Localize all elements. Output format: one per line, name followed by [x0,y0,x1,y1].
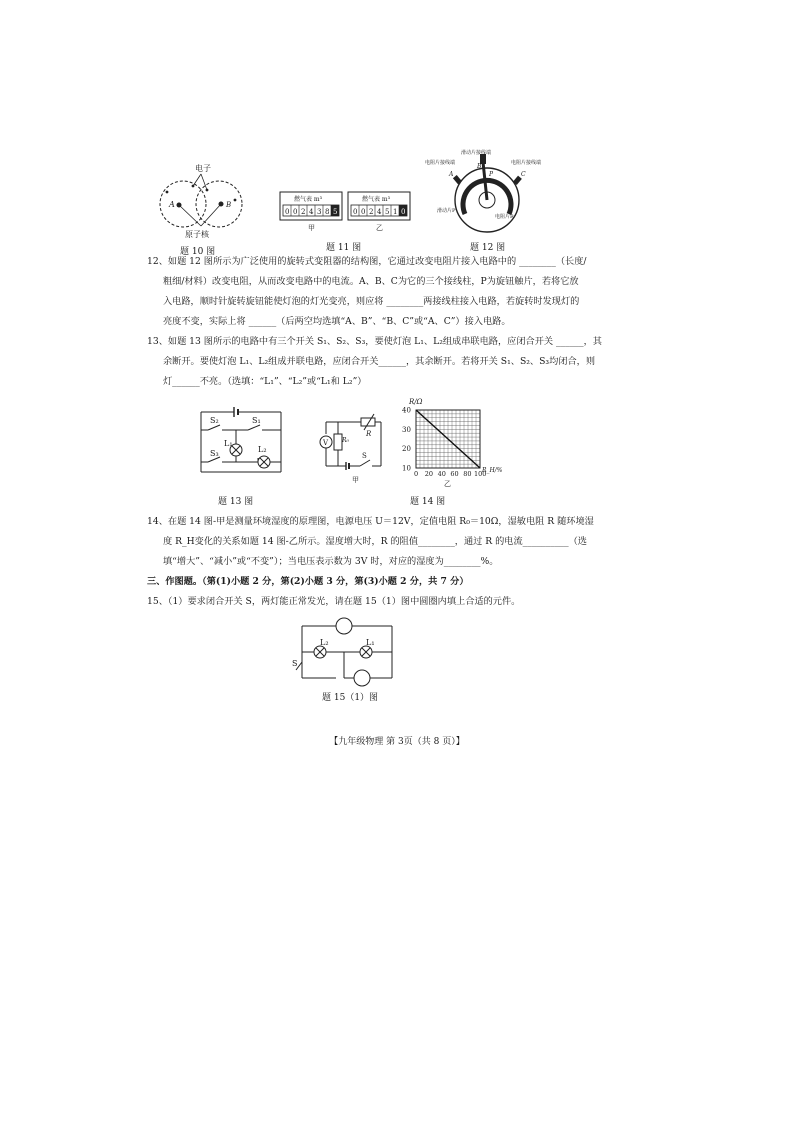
meter-jia-digits [283,205,339,216]
q14-line-3: 填“增大”、“减小”或“不变”）；当电压表示数为 3V 时，对应的湿度为________%。 [163,556,499,567]
switch-s2-blade [208,425,220,430]
label-slide-terminal: 滑动片接线端 [461,150,492,156]
figure-10-caption: 题 10 图 [180,247,216,257]
label-p: P [489,171,494,178]
label-s: S [362,452,367,460]
meter-jia-digit: 4 [309,208,314,216]
figure-15-1 [292,616,402,688]
label-s1: S₁ [252,416,261,425]
q14-line-2: 度 R_H变化的关系如题 14 图-乙所示。湿度增大时，R 的阻值________，通过 R 的电流__________（选 [163,536,587,547]
blank-circle-top [336,618,352,634]
label-jia: 甲 [308,224,315,232]
figure-10 [155,160,245,240]
blank-circle-bottom [354,670,370,686]
label-electron: 电子 [195,164,211,173]
q12-line-1: 12、如题 12 图所示为广泛使用的旋转式变阻器的结构图，它通过改变电阻片接入电路中的 ________（长度/ [147,256,587,267]
figure-14-caption: 题 14 图 [410,497,446,507]
label-yi: 乙 [444,480,451,488]
atom-diagram [155,160,245,240]
label-s: S [292,659,298,668]
meter-yi-digit: 4 [377,208,382,216]
q12-line-2: 粗细/材料）改变电阻，从而改变电路中的电流。A、B、C为它的三个接线柱，P为旋钮触片，若将它放 [163,276,579,287]
meter-jia-digit: 5 [333,208,338,216]
label-c: C [521,171,526,178]
q12-line-4: 亮度不变，实际上将 ______（后两空均选填“A、B”、“B、C”或“A、C”）接入电路。 [163,316,511,327]
meter-jia-digit: 3 [317,208,322,216]
x-tick-label: 20 [424,470,434,478]
q14-line-1: 14、在题 14 图-甲是测量环境湿度的原理图，电源电压 U＝12V，定值电阻 R₀＝10Ω，湿敏电阻 R 随环境湿 [147,516,594,527]
q12-line-3: 入电路，顺时针旋转旋钮能使灯泡的灯光变亮，则应将 ________两接线柱接入电路，若旋转时发现灯的 [163,296,580,307]
y-tick-label: 40 [402,406,411,415]
meter-jia-digit: 8 [325,208,330,216]
y-tick-label: 20 [402,445,411,454]
label-l2: L₂ [320,638,329,647]
meter-jia-title: 燃气表 m³ [294,196,323,203]
meter-jia-digit: 0 [285,208,290,216]
meter-yi-digit: 2 [369,208,374,216]
x-tick-label: 40 [437,470,446,478]
q13-line-2: 余断开。要使灯泡 L₁、L₂组成并联电路，应闭合开关______，其余断开。若将开关 S₁、S₂、S₃均闭合，则 [163,356,596,367]
label-l2: L₂ [258,445,267,454]
figure-11 [278,190,413,232]
y-axis-label: R/Ω [409,398,423,406]
figure-13 [196,406,286,478]
chart-y-ticks [402,407,411,473]
meter-yi-digit: 0 [401,208,406,216]
label-yi: 乙 [376,224,383,232]
q13-line-3: 灯______不亮。（选填：“L₁”、“L₂”或“L₁和 L₂”） [163,376,367,387]
meter-jia-digit: 0 [293,208,298,216]
meter-yi-digit: 5 [385,208,390,216]
label-b: B [477,163,482,170]
label-r: R [366,430,372,438]
label-s2: S₂ [210,416,219,425]
figure-14-yi-chart [396,396,514,488]
label-a: A [449,171,454,178]
figure-15-caption: 题 15（1）图 [322,693,379,703]
label-l1: L₁ [224,439,233,448]
figure-12-caption: 题 12 图 [470,243,506,253]
label-resist-terminal-left: 电阻片接线端 [425,160,456,166]
voltmeter-label: V [323,439,329,447]
label-resistor: 电阻片R [495,214,514,220]
x-tick-label: 80 [463,470,472,478]
label-a: A [169,200,175,209]
y-tick-label: 10 [402,464,411,473]
label-slider: 滑动片P [437,208,456,214]
figure-13-caption: 题 13 图 [218,497,254,507]
meter-yi-digits [351,205,407,216]
label-nucleus: 原子核 [185,230,209,239]
label-resist-terminal-right: 电阻片接线端 [511,160,542,166]
resistor-r [361,418,375,426]
y-tick-label: 30 [402,425,411,434]
meter-yi-digit: 1 [393,208,398,216]
x-tick-label: 0 [414,470,419,478]
resistor-r0 [334,434,342,450]
figure-12 [425,148,555,238]
figure-11-caption: 题 11 图 [326,243,362,253]
q15-line-1: 15、（1）要求闭合开关 S，两灯能正常发光，请在题 15（1）图中圆圈内填上合适的元件。 [147,596,521,607]
section-3-heading: 三、作图题。（第(1)小题 2 分，第(2)小题 3 分，第(3)小题 2 分，共 7 分） [147,576,469,587]
page-footer: 【九年级物理 第 3页（共 8 页）】 [329,737,465,747]
switch-s-blade [360,460,370,466]
label-r0: R₀ [342,437,349,444]
meter-jia-digit: 2 [301,208,306,216]
q13-line-1: 13、如题 13 图所示的电路中有三个开关 S₁、S₂、S₃，要使灯泡 L₁、L₂组成串联电路，应闭合开关 ______，其 [147,336,602,347]
x-axis-label: R_H/% [482,467,503,474]
humidity-chart-svg [396,396,514,488]
meter-yi-digit: 0 [361,208,366,216]
label-jia: 甲 [352,476,359,484]
figure-14-jia [316,412,386,484]
x-tick-label: 60 [450,470,459,478]
chart-x-ticks [414,470,486,478]
x-tick-label: 100 [474,470,487,478]
switch-s1-blade [248,425,260,430]
meter-yi-digit: 0 [353,208,358,216]
label-l1: L₁ [366,638,375,647]
meter-yi-title: 燃气表 m³ [362,196,391,203]
label-s3: S₃ [210,449,219,458]
label-b: B [226,201,232,209]
